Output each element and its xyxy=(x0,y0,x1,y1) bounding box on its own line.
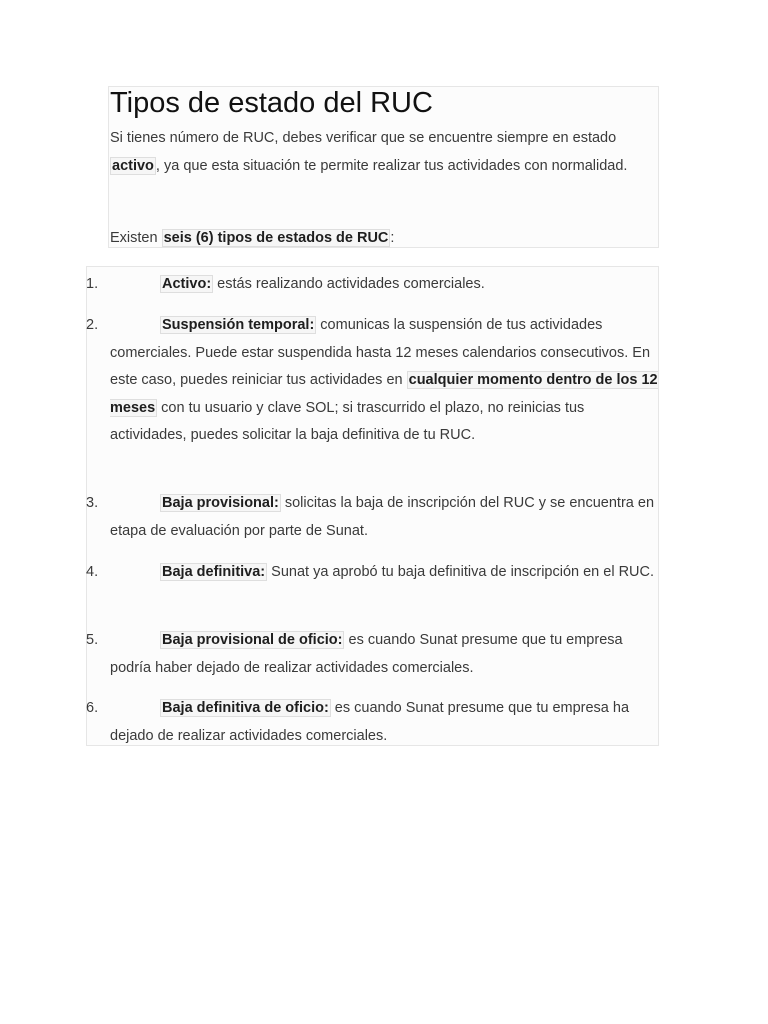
list-item-body xyxy=(86,271,659,299)
list-item-body xyxy=(86,695,659,750)
existen-text-before: Existen xyxy=(110,230,162,246)
list-item-highlight: cualquier momento dentro de los 12 meses xyxy=(110,372,658,416)
list-item-term: Activo: xyxy=(162,276,212,292)
list-item-term: Baja definitiva: xyxy=(162,564,266,580)
list-item-body xyxy=(86,559,659,587)
list-item-number: 6. xyxy=(86,700,99,716)
list-item-body xyxy=(86,627,659,682)
list-item-number: 1. xyxy=(86,276,99,292)
list-item-baja-definitiva xyxy=(86,559,659,587)
existen-highlight: seis (6) tipos de estados de RUC xyxy=(163,230,389,246)
existen-text-after: : xyxy=(390,230,395,246)
list-item-term: Baja provisional de oficio: xyxy=(162,632,343,648)
list-item-number: 3. xyxy=(86,495,99,511)
list-item-number: 4. xyxy=(86,564,99,580)
list-item-body xyxy=(86,490,659,545)
list-item-text: es cuando Sunat presume que tu empresa podría haber dejado de realizar actividades comerciales. xyxy=(110,632,623,676)
list-item-suspension-temporal xyxy=(86,312,659,450)
intro-text-after: , ya que esta situación te permite realizar tus actividades con normalidad. xyxy=(155,157,628,174)
list-item-number: 5. xyxy=(86,632,99,648)
intro-text-before: Si tienes número de RUC, debes verificar que se encuentre siempre en estado xyxy=(110,130,617,146)
list-item-text: solicitas la baja de inscripción del RUC y se encuentra en etapa de evaluación por parte de Sunat. xyxy=(110,495,655,539)
intro-highlight-activo: activo xyxy=(112,157,154,174)
list-item-number: 2. xyxy=(86,317,99,333)
list-item-baja-provisional xyxy=(86,490,659,545)
list-item-text-continued: con tu usuario y clave SOL; si trascurrido el plazo, no reinicias tus actividades, puedes solicitar la baja definitiva de tu RUC. xyxy=(110,399,585,443)
list-item-body xyxy=(86,312,659,450)
intro-paragraph xyxy=(110,125,655,180)
existen-paragraph xyxy=(110,226,394,250)
page-title: Tipos de estado del RUC xyxy=(110,87,433,119)
list-item-text: Sunat ya aprobó tu baja definitiva de inscripción en el RUC. xyxy=(267,564,655,580)
list-item-text: comunicas la suspensión de tus actividades comerciales. Puede estar suspendida hasta 12 meses calendarios consecutivos. En este caso, puedes reiniciar tus actividades en xyxy=(110,317,651,388)
list-item-baja-definitiva-de-oficio xyxy=(86,695,659,750)
list-item-term: Suspensión temporal: xyxy=(162,317,315,333)
list-item-baja-provisional-de-oficio xyxy=(86,627,659,682)
list-item-text: estás realizando actividades comerciales. xyxy=(213,276,485,292)
list-item-activo xyxy=(86,271,659,299)
list-item-text: es cuando Sunat presume que tu empresa ha dejado de realizar actividades comerciales. xyxy=(110,700,630,744)
list-item-term: Baja definitiva de oficio: xyxy=(162,700,329,716)
list-item-term: Baja provisional: xyxy=(162,495,279,511)
